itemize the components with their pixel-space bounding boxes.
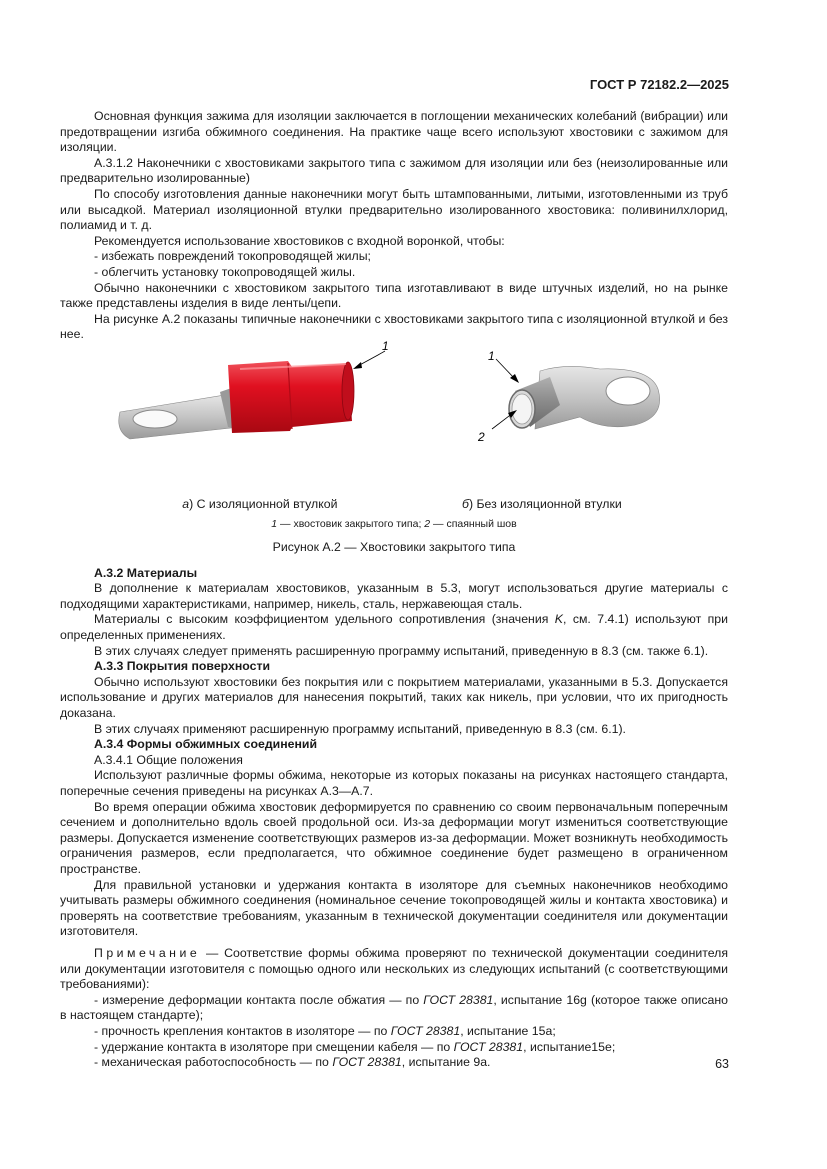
list-item: - избежать повреждений токопроводящей жилы;	[94, 249, 371, 264]
insulated-terminal-drawing	[119, 361, 354, 439]
leader-label-1: 1	[382, 338, 389, 353]
paragraph: Обычно наконечники с хвостовиком закрытого типа изготавливают в виде штучных изделий, но на рынке также представлены изделия в виде ленты/цепи.	[60, 280, 728, 311]
note: Примечание — Соответствие формы обжима проверяют по технической документации соединителя или документации изготовителя с помощью одного или нескольких из следующих испытаний (с соответствующими требованиями):	[60, 945, 728, 992]
page-number: 63	[715, 1057, 729, 1071]
figure-a2	[60, 338, 728, 491]
document-body	[60, 109, 728, 1071]
section-title-coating: А.3.3 Покрытия поверхности	[94, 659, 271, 674]
paragraph: На рисунке А.2 показаны типичные наконечники с хвостовиками закрытого типа с изоляционной втулкой и без нее.	[60, 311, 728, 342]
subsection-heading: А.3.1.2 Наконечники с хвостовиками закрытого типа с зажимом для изоляции или без (неизолированные или предварительно изолированные)	[60, 155, 728, 186]
note-item: - измерение деформации контакта после обжатия — по ГОСТ 28381, испытание 16g (которое также описано в настоящем стандарте);	[60, 992, 728, 1023]
paragraph: Во время операции обжима хвостовик деформируется по сравнению со своим первоначальным поперечным сечением и дополнительно вдоль своей продольной оси. Из-за деформации могут измениться соответствующие размеры. Допускается изменение соответствующих размеров из-за деформации. Может возникнуть необходимость ограничения размеров, если предполагается, что обжимное соединение будет размещено в ограниченном пространстве.	[60, 799, 728, 876]
paragraph: Материалы с высоким коэффициентом удельного сопротивления (значения K, см. 7.4.1) используют при определенных применениях.	[60, 612, 728, 643]
section-title-forms: А.3.4 Формы обжимных соединений	[94, 737, 318, 752]
note-item: - удержание контакта в изоляторе при смещении кабеля — по ГОСТ 28381, испытание15e;	[94, 1039, 616, 1054]
note-item: - прочность крепления контактов в изоляторе — по ГОСТ 28381, испытание 15a;	[94, 1023, 556, 1038]
paragraph: В дополнение к материалам хвостовиков, указанным в 5.3, могут использоваться другие материалы с подходящими характеристиками, например, никель, сталь, нержавеющая сталь.	[60, 581, 728, 611]
standard-header: ГОСТ Р 72182.2—2025	[589, 77, 729, 92]
paragraph: В этих случаях применяют расширенную программу испытаний, приведенную в 8.3 (см. 6.1).	[94, 721, 626, 736]
paragraph: По способу изготовления данные наконечники могут быть штампованными, литыми, изготовленными из труб или высадкой. Материал изоляционной втулки предварительно изолированного хвостовика: поливинилхлорид, полиамид и т. д.	[60, 186, 728, 233]
leader-label-2: 2	[478, 429, 485, 444]
paragraph: В этих случаях следует применять расширенную программу испытаний, приведенную в 8.3 (см. также 6.1).	[94, 643, 709, 658]
paragraph: Используют различные формы обжима, некоторые из которых показаны на рисунках настоящего стандарта, поперечные сечения приведены на рисунках А.3—А.7.	[60, 768, 728, 798]
paragraph: Обычно используют хвостовики без покрытия или с покрытием материалами, указанными в 5.3. Допускается использование и других материалов для нанесения покрытий, таких как никель, при условии, что их пригодность доказана.	[60, 674, 728, 721]
paragraph: Для правильной установки и удержания контакта в изоляторе для съемных наконечников необходимо учитывать размеры обжимного соединения (номинальное сечение токопроводящей жилы и контакта хвостовика) и проверять на соответствие требованиям, указанным в технической документации соединителя или документации изготовителя.	[60, 877, 728, 939]
paragraph: Основная функция зажима для изоляции заключается в поглощении механических колебаний (вибрации) или предотвращении изгиба обжимного соединения. На практике чаще всего используют хвостовики с зажимом для изоляции.	[60, 109, 728, 155]
figure-caption: Рисунок А.2 — Хвостовики закрытого типа	[272, 540, 516, 555]
subfigure-b-caption: б) Без изоляционной втулки	[462, 496, 622, 511]
bare-terminal-drawing	[509, 366, 660, 429]
figure-legend: 1 — хвостовик закрытого типа; 2 — спаянный шов	[271, 517, 517, 530]
terminal-illustrations	[60, 338, 728, 491]
section-title-materials: А.3.2 Материалы	[94, 565, 198, 580]
leader-label-1b: 1	[488, 348, 495, 363]
subsection-heading: А.3.4.1 Общие положения	[94, 752, 243, 767]
subfigure-a-caption: а) С изоляционной втулкой	[182, 496, 338, 511]
note-item: - механическая работоспособность — по ГОСТ 28381, испытание 9a.	[94, 1055, 491, 1070]
list-item: - облегчить установку токопроводящей жилы.	[94, 264, 356, 279]
paragraph: Рекомендуется использование хвостовиков с входной воронкой, чтобы:	[94, 233, 505, 248]
subfigure-captions	[60, 497, 728, 513]
